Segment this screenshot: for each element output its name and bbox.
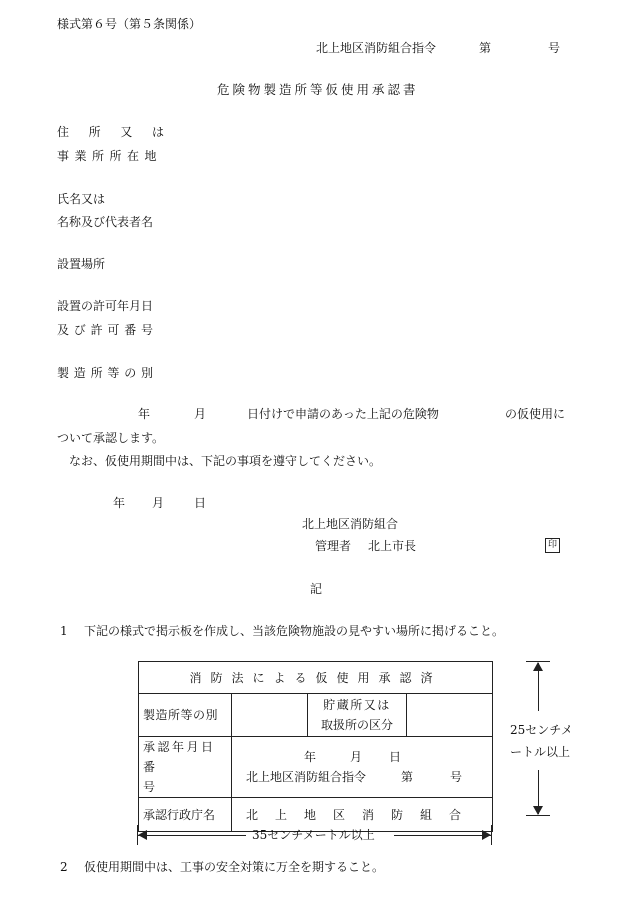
document-title: 危険物製造所等仮使用承認書 <box>217 82 419 97</box>
sign-board-category-line1: 貯蔵所又は <box>323 698 391 712</box>
sign-board-approval-value <box>232 737 493 798</box>
sign-board-category-line2: 取扱所の区分 <box>320 718 393 732</box>
body-dated-text: 日付けで申請のあった上記の危険物 <box>247 407 439 421</box>
body-month: 月 <box>194 407 207 421</box>
item-2-text: 仮使用期間中は、工事の安全対策に万全を期すること。 <box>84 860 385 874</box>
sign-board-category-label <box>308 694 407 737</box>
sign-board-row-facility <box>139 694 493 737</box>
body-use-text: の仮使用に <box>505 407 566 421</box>
sign-board-facility-value <box>232 694 308 737</box>
field-location <box>57 258 164 270</box>
width-dimension-cap-right <box>491 825 492 845</box>
sign-board-category-value <box>407 694 493 737</box>
field-location-text: 設置場所 <box>57 257 106 271</box>
height-dimension-line1: 25センチメ <box>510 723 573 737</box>
date-year: 年 <box>113 496 126 510</box>
sign-board-day: 日 <box>389 750 402 764</box>
sign-board-row-authority <box>139 798 493 832</box>
item-1-number: 1 <box>60 624 68 638</box>
field-address-line1 <box>57 126 164 138</box>
height-arrow-up-icon <box>533 662 543 671</box>
date-day: 日 <box>194 496 207 510</box>
date-month: 月 <box>152 496 165 510</box>
field-facility-type: 製造所等の別 <box>57 366 158 380</box>
field-address-line1-text: 住 所 又 は <box>57 125 164 139</box>
sign-board-approval-label <box>139 737 232 798</box>
sign-board-table <box>138 661 493 832</box>
width-dimension-line-right <box>394 835 491 836</box>
issuer-org: 北上地区消防組合 <box>302 517 399 531</box>
field-permit-line1: 設置の許可年月日 <box>57 299 154 313</box>
sign-board-row-approval <box>139 737 493 798</box>
seal-mark: 印 <box>545 538 560 553</box>
sign-board-approval-label-line1: 承認年月日 <box>143 740 216 754</box>
sign-board-header: 消防法による仮使用承認済 <box>139 662 493 694</box>
body-note: なお、仮使用期間中は、下記の事項を遵守してください。 <box>69 454 382 468</box>
form-label: 様式第６号（第５条関係） <box>57 17 202 31</box>
item-1-text: 下記の様式で掲示板を作成し、当該危険物施設の見やすい場所に掲げること。 <box>84 624 505 638</box>
field-permit-line2: 及び許可番号 <box>57 323 158 337</box>
doc-number-prefix: 北上地区消防組合指令 <box>316 41 437 55</box>
field-name-line1 <box>57 193 164 205</box>
doc-number-dai: 第 <box>479 41 492 55</box>
sign-board-authority-value: 北上地区消防組合 <box>232 798 493 832</box>
issuer-role: 管理者 <box>315 539 352 553</box>
item-2-number: 2 <box>60 860 68 874</box>
height-dimension-cap-bottom <box>526 815 550 816</box>
width-arrow-right-icon <box>482 830 491 840</box>
width-dimension-line-left <box>138 835 246 836</box>
ki-heading: 記 <box>310 582 323 596</box>
issuer-name: 北上市長 <box>368 539 417 553</box>
sign-board-approval-number <box>246 767 488 787</box>
sign-board-year: 年 <box>304 750 317 764</box>
field-name-line1-text: 氏名又は <box>57 192 106 206</box>
sign-board-approval-label-line2: 番号 <box>143 760 206 794</box>
sign-board-number-dai: 第 <box>401 770 414 784</box>
sign-board-authority-label: 承認行政庁名 <box>139 798 232 832</box>
body-continuation: ついて承認します。 <box>57 431 165 445</box>
sign-board-approval-date <box>246 747 488 767</box>
sign-board-number-prefix: 北上地区消防組合指令 <box>246 770 367 784</box>
sign-board-month: 月 <box>350 750 363 764</box>
field-name-line2: 名称及び代表者名 <box>57 215 154 229</box>
width-arrow-left-icon <box>138 830 147 840</box>
sign-board-number-go: 号 <box>450 770 463 784</box>
sign-board-facility-label: 製造所等の別 <box>139 694 232 737</box>
sign-board-header-row <box>139 662 493 694</box>
width-dimension-label: 35センチメートル以上 <box>252 828 375 842</box>
body-year: 年 <box>138 407 151 421</box>
height-arrow-down-icon <box>533 806 543 815</box>
field-address-line2: 事業所所在地 <box>57 149 163 163</box>
height-dimension-line2: ートル以上 <box>510 745 571 759</box>
doc-number-go: 号 <box>548 41 561 55</box>
